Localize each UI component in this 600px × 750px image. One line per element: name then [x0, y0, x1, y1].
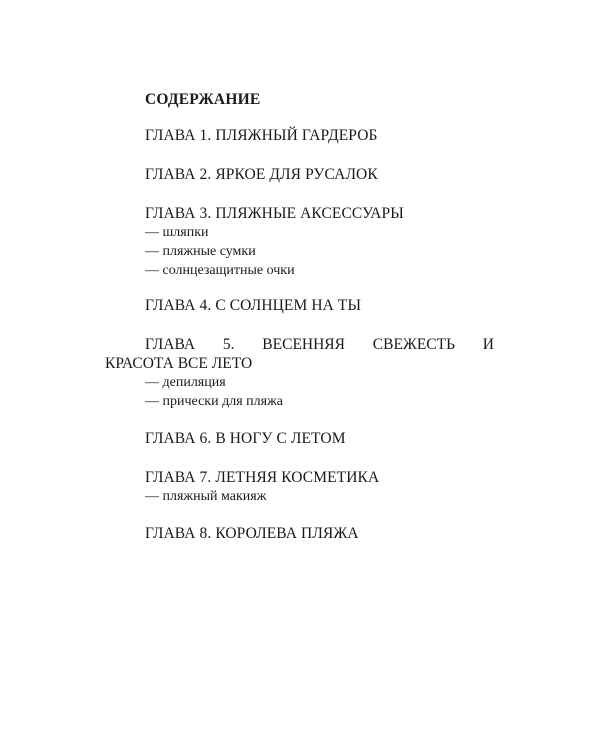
toc-chapter-3-item-sunglasses[interactable]: — солнцезащитные очки: [145, 263, 295, 278]
toc-chapter-5-line-2[interactable]: КРАСОТА ВСЕ ЛЕТО: [105, 355, 253, 372]
toc-chapter-7[interactable]: ГЛАВА 7. ЛЕТНЯЯ КОСМЕТИКА: [145, 469, 380, 486]
toc-chapter-4[interactable]: ГЛАВА 4. С СОЛНЦЕМ НА ТЫ: [145, 297, 362, 314]
toc-chapter-5-item-hairstyles[interactable]: — прически для пляжа: [145, 394, 283, 409]
toc-chapter-3[interactable]: ГЛАВА 3. ПЛЯЖНЫЕ АКСЕССУАРЫ: [145, 205, 404, 222]
toc-chapter-6[interactable]: ГЛАВА 6. В НОГУ С ЛЕТОМ: [145, 430, 346, 447]
toc-chapter-5-item-depilation[interactable]: — депиляция: [145, 375, 226, 390]
toc-chapter-1[interactable]: ГЛАВА 1. ПЛЯЖНЫЙ ГАРДЕРОБ: [145, 127, 378, 144]
toc-chapter-8[interactable]: ГЛАВА 8. КОРОЛЕВА ПЛЯЖА: [145, 525, 359, 542]
toc-chapter-7-item-makeup[interactable]: — пляжный макияж: [145, 489, 267, 504]
toc-chapter-2[interactable]: ГЛАВА 2. ЯРКОЕ ДЛЯ РУСАЛОК: [145, 166, 378, 183]
toc-chapter-3-item-bags[interactable]: — пляжные сумки: [145, 244, 256, 259]
toc-chapter-5-line-1[interactable]: ГЛАВА 5. ВЕСЕННЯЯ СВЕЖЕСТЬ И: [145, 336, 494, 353]
contents-title: СОДЕРЖАНИЕ: [145, 91, 261, 108]
toc-chapter-3-item-hats[interactable]: — шляпки: [145, 225, 209, 240]
